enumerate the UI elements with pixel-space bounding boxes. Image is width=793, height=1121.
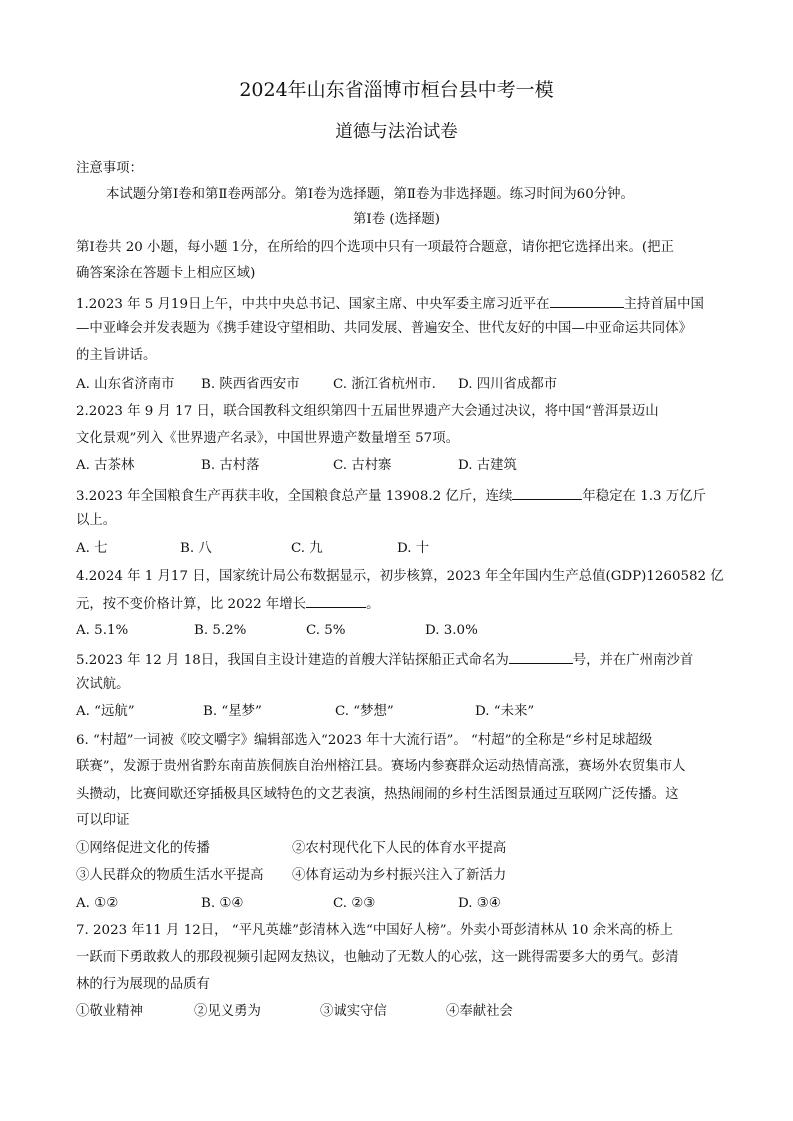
answer-blank xyxy=(550,294,624,308)
question-7-statement-1: ①敬业精神 xyxy=(76,1004,143,1019)
question-5-line-1 xyxy=(76,650,693,670)
question-7-statement-3: ③诚实守信 xyxy=(320,1004,387,1019)
question-3-option-c: C. 九 xyxy=(291,541,323,556)
question-6-line-3: 头攒动，比赛间歇还穿插极具区域特色的文艺表演，热热闹闹的乡村生活图景通过互联网广泛传播。这 xyxy=(76,787,679,802)
question-6-line-2: 联赛”，发源于贵州省黔东南苗族侗族自治州榕江县。赛场内参赛群众运动热情高涨，赛场外农贸集市人 xyxy=(76,759,686,774)
question-7-statement-4: ④奉献社会 xyxy=(446,1004,513,1019)
question-4-text-a: 元，按不变价格计算，比 2022 年增长 xyxy=(76,597,307,612)
question-6-option-a: A. ①② xyxy=(76,896,119,911)
answer-blank xyxy=(512,486,582,500)
question-2-option-b: B. 古村落 xyxy=(201,458,260,473)
question-1-option-d: D. 四川省成都市 xyxy=(458,377,558,392)
question-5-text-b: 号，并在广州南沙首 xyxy=(572,653,694,668)
question-1-option-a: A. 山东省济南市 xyxy=(76,377,175,392)
question-5-text-a: 5.2023 年 12 月 18日，我国自主设计建造的首艘大洋钻探船正式命名为 xyxy=(76,653,509,668)
question-7-line-1: 7. 2023 年11 月 12日， “平凡英雄”彭清林入选“中国好人榜”。外卖小哥彭清林从 10 余米高的桥上 xyxy=(76,923,674,938)
question-4-option-d: D. 3.0% xyxy=(425,623,478,638)
question-6-statement-2: ②农村现代化下人民的体育水平提高 xyxy=(292,841,507,856)
question-7-line-2: 一跃而下勇敢救人的那段视频引起网友热议，也触动了无数人的心弦，这一跳得需要多大的勇气。彭清 xyxy=(76,950,679,965)
question-7-statement-2: ②见义勇为 xyxy=(194,1004,261,1019)
question-2-line-1: 2.2023 年 9 月 17 日，联合国教科文组织第四十五届世界遗产大会通过决议，将中国“普洱景迈山 xyxy=(76,404,659,419)
question-6-option-d: D. ③④ xyxy=(458,896,501,911)
question-5-line-2: 次试航。 xyxy=(76,677,130,692)
exam-subtitle: 道德与法治试卷 xyxy=(335,122,458,142)
question-6-option-c: C. ②③ xyxy=(333,896,376,911)
question-3-option-b: B. 八 xyxy=(180,541,212,556)
question-5-option-a: A. “远航” xyxy=(76,704,135,719)
question-2-option-c: C. 古村寨 xyxy=(333,458,392,473)
notice-text: 本试题分第Ⅰ卷和第Ⅱ卷两部分。第Ⅰ卷为选择题，第Ⅱ卷为非选择题。练习时间为60分钟。 xyxy=(106,187,634,202)
question-4-line-2 xyxy=(76,594,379,614)
question-5-option-b: B. “星梦” xyxy=(203,704,262,719)
question-4-line-1: 4.2024 年 1 月17 日，国家统计局公布数据显示，初步核算，2023 年全年国内生产总值(GDP)1260582 亿 xyxy=(76,569,724,584)
question-5-option-c: C. “梦想” xyxy=(335,704,394,719)
question-1-line-1 xyxy=(76,294,704,314)
question-1-option-c: C. 浙江省杭州市. xyxy=(333,377,436,392)
question-1-text-b: 主持首届中国 xyxy=(623,297,704,312)
question-4-option-b: B. 5.2% xyxy=(194,623,247,638)
question-2-option-a: A. 古茶林 xyxy=(76,458,135,473)
question-3-text-a: 3.2023 年全国粮食生产再获丰收，全国粮食总产量 13908.2 亿斤，连续 xyxy=(76,489,513,504)
answer-blank xyxy=(306,594,366,608)
question-6-statement-1: ①网络促进文化的传播 xyxy=(76,841,210,856)
question-1-line-2: —中亚峰会并发表题为《携手建设守望相助、共同发展、普遍安全、世代友好的中国—中亚命运共同体》 xyxy=(76,321,692,336)
question-6-option-b: B. ①④ xyxy=(201,896,244,911)
notice-label: 注意事项： xyxy=(76,161,143,176)
question-3-line-1 xyxy=(76,486,706,506)
question-6-statement-3: ③人民群众的物质生活水平提高 xyxy=(76,868,264,883)
question-6-line-1: 6. “村超”一词被《咬文嚼字》编辑部选入“2023 年十大流行语”。 “村超”的全称是“乡村足球超级 xyxy=(76,733,653,748)
question-5-option-d: D. “未来” xyxy=(475,704,535,719)
section-instruction-line-2: 确答案涂在答题卡上相应区域) xyxy=(76,266,256,281)
question-6-line-4: 可以印证 xyxy=(76,813,130,828)
answer-blank xyxy=(509,650,573,664)
question-4-option-a: A. 5.1% xyxy=(76,623,129,638)
question-2-option-d: D. 古建筑 xyxy=(458,458,517,473)
question-3-option-a: A. 七 xyxy=(76,541,108,556)
question-3-option-d: D. 十 xyxy=(397,541,430,556)
question-6-statement-4: ④体育运动为乡村振兴注入了新活力 xyxy=(292,868,507,883)
question-1-text-a: 1.2023 年 5 月19日上午，中共中央总书记、国家主席、中央军委主席习近平在 xyxy=(76,297,550,312)
exam-title: 2024年山东省淄博市桓台县中考一模 xyxy=(239,79,554,101)
question-1-option-b: B. 陕西省西安市 xyxy=(201,377,300,392)
section-title: 第Ⅰ卷 (选择题) xyxy=(353,212,440,227)
section-instruction-line-1: 第Ⅰ卷共 20 小题，每小题 1分，在所给的四个选项中只有一项最符合题意，请你把它选择出来。(把正 xyxy=(76,240,674,255)
question-7-line-3: 林的行为展现的品质有 xyxy=(76,977,210,992)
question-3-text-b: 年稳定在 1.3 万亿斤 xyxy=(582,489,706,504)
question-1-line-3: 的主旨讲话。 xyxy=(76,348,157,363)
question-4-text-b: 。 xyxy=(366,597,380,612)
question-4-option-c: C. 5% xyxy=(306,623,346,638)
question-2-line-2: 文化景观”列入《世界遗产名录》，中国世界遗产数量增至 57项。 xyxy=(76,431,459,446)
question-3-line-2: 以上。 xyxy=(76,513,117,528)
